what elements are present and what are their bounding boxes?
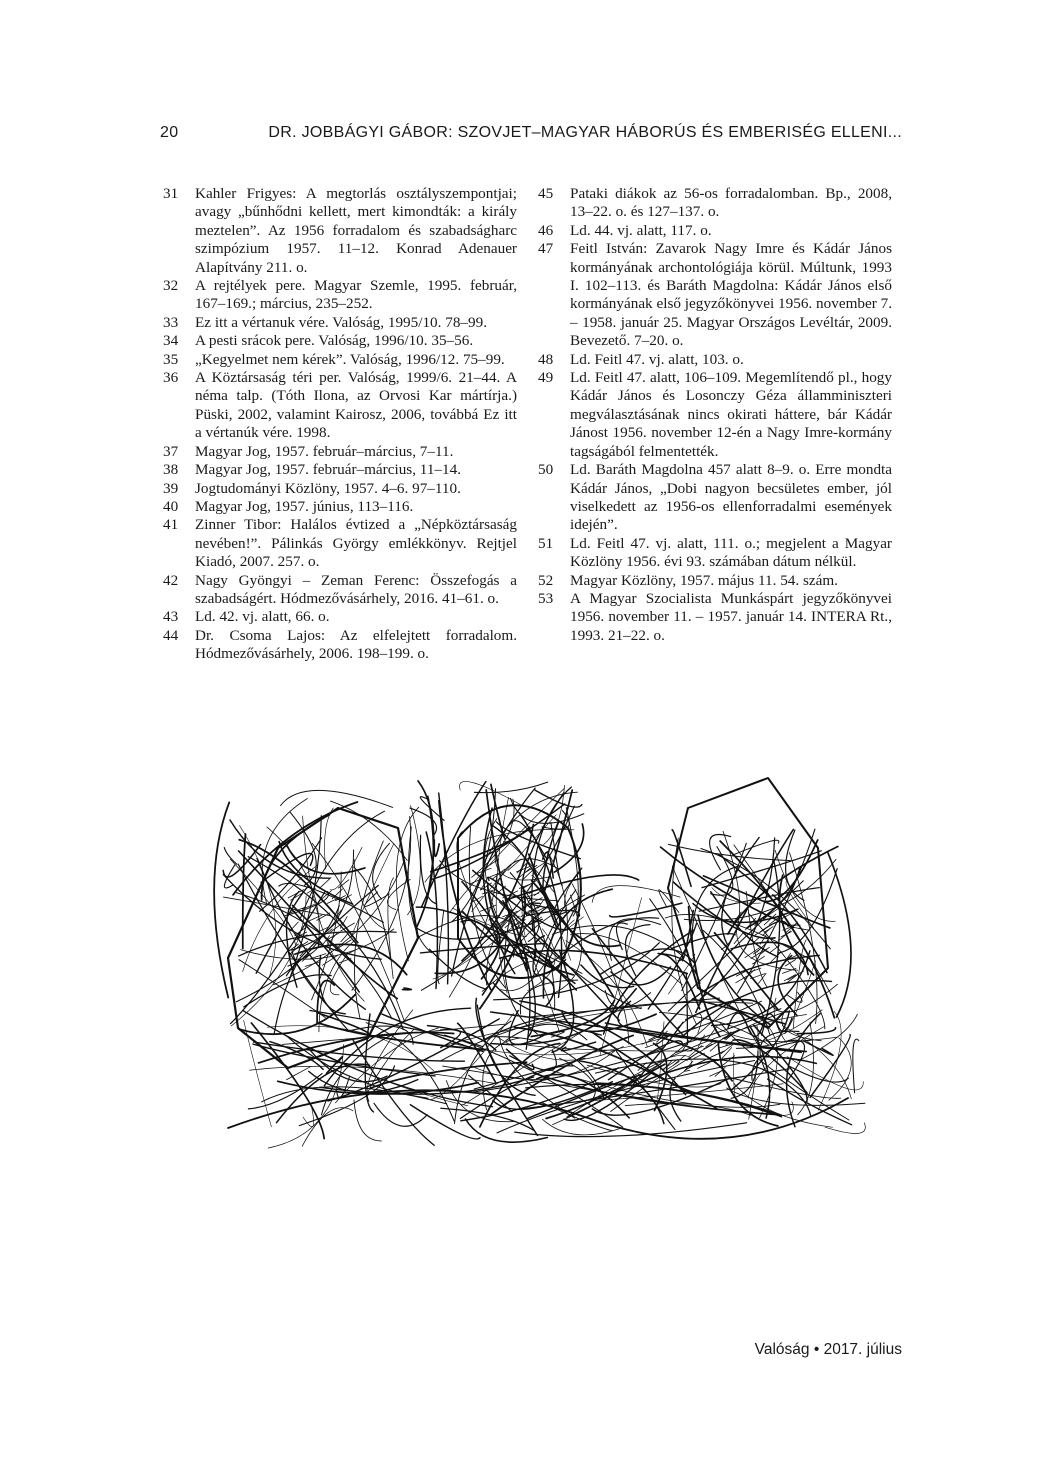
endnote-number: 34 (163, 332, 179, 350)
endnote-text: Magyar Közlöny, 1957. május 11. 54. szám. (570, 571, 838, 589)
endnote-text: Jogtudományi Közlöny, 1957. 4–6. 97–110. (195, 479, 461, 497)
endnote (163, 443, 517, 461)
endnote-text: A Köztársaság téri per. Valóság, 1999/6. 21–44. A néma talp. (Tóth Ilona, az Orvosi Kar mártírja.) Püski, 2002, valamint Kairosz, 2006, továbbá Ez itt a vértanúk vére. 1998. (195, 369, 517, 442)
page-header (160, 124, 902, 148)
endnote-number: 45 (538, 185, 554, 202)
endnote-text: Ez itt a vértanuk vére. Valóság, 1995/10. 78–99. (195, 313, 488, 331)
endnote-text: Ld. Feitl 47. alatt, 106–109. Megemlítendő pl., hogy Kádár János és Losonczy Géza államminiszteri megválasztásának nincs okirati háttere, bár Kádár Jánost 1956. november 12-én a Nagy Imre-kormány tagságából felmentették. (570, 369, 892, 460)
endnote-number: 44 (163, 626, 179, 644)
endnote-number: 51 (538, 534, 554, 552)
endnote (538, 222, 892, 240)
endnote (163, 351, 517, 369)
page-number: 20 (160, 124, 179, 141)
endnote (538, 461, 892, 535)
endnotes-left-column (163, 185, 517, 664)
endnote-number: 31 (163, 185, 179, 202)
endnote (538, 240, 892, 350)
endnote (538, 185, 892, 222)
endnote-text: A pesti srácok pere. Valóság, 1996/10. 35–56. (195, 332, 474, 350)
endnote-number: 40 (163, 497, 179, 515)
endnote (163, 461, 517, 479)
endnote (538, 535, 892, 572)
ink-drawing-of-faces-icon (168, 738, 902, 1238)
endnote (163, 627, 517, 664)
endnote-number: 38 (163, 461, 179, 479)
running-title: DR. JOBBÁGYI GÁBOR: SZOVJET–MAGYAR HÁBORÚS ÉS EMBERISÉG ELLENI... (268, 124, 902, 141)
endnote-number: 46 (538, 221, 554, 239)
endnote-text: Magyar Jog, 1957. június, 113–116. (195, 497, 414, 515)
endnote (163, 332, 517, 350)
endnote-text: Nagy Gyöngyi – Zeman Ferenc: Összefogás a szabadságért. Hódmezővásárhely, 2016. 41–61. o. (195, 571, 517, 607)
endnote (163, 185, 517, 277)
endnotes-right-column (538, 185, 892, 645)
endnote-text: Ld. 44. vj. alatt, 117. o. (570, 221, 712, 239)
endnote-number: 52 (538, 571, 554, 589)
endnote (538, 351, 892, 369)
endnote (163, 277, 517, 314)
endnote-text: A Magyar Szocialista Munkáspárt jegyzőkönyvei 1956. november 11. – 1957. január 14. INTERA Rt., 1993. 21–22. o. (570, 589, 892, 644)
endnote-number: 42 (163, 571, 179, 589)
endnote-number: 48 (538, 350, 554, 368)
endnote-number: 37 (163, 442, 179, 460)
endnote-number: 33 (163, 313, 179, 331)
endnote-number: 36 (163, 369, 179, 387)
endnote-text: „Kegyelmet nem kérek”. Valóság, 1996/12. 75–99. (195, 350, 505, 368)
endnote-text: Ld. 42. vj. alatt, 66. o. (195, 608, 330, 626)
endnote-text: A rejtélyek pere. Magyar Szemle, 1995. február, 167–169.; március, 235–252. (195, 277, 517, 313)
endnote-text: Magyar Jog, 1957. február–március, 11–14. (195, 461, 461, 479)
endnote-text: Magyar Jog, 1957. február–március, 7–11. (195, 442, 454, 460)
endnote (163, 498, 517, 516)
endnote-text: Ld. Feitl 47. vj. alatt, 103. o. (570, 350, 744, 368)
endnote-text: Ld. Baráth Magdolna 457 alatt 8–9. o. Erre mondta Kádár János, „Dobi nagyon becsületes ember, jól viselkedett az 1956-os ellenforradalmi események idején”. (570, 461, 892, 534)
endnote-text: Kahler Frigyes: A megtorlás osztályszempontjai; avagy „bűnhődni kellett, mert kimondták: a király meztelen”. Az 1956 forradalom és szabadságharc szimpózium 1957. 11–12. Konrad Adenauer Alapítvány 211. o. (195, 185, 517, 276)
endnote-number: 32 (163, 277, 179, 295)
endnote-number: 41 (163, 516, 179, 534)
endnote-text: Zinner Tibor: Halálos évtized a „Népköztársaság nevében!”. Pálinkás György emlékkönyv. Rejtjel Kiadó, 2007. 257. o. (195, 516, 517, 571)
endnote-text: Ld. Feitl 47. vj. alatt, 111. o.; megjelent a Magyar Közlöny 1956. évi 93. számában dátum nélkül. (570, 534, 892, 571)
endnote (538, 590, 892, 645)
endnote-number: 49 (538, 369, 554, 387)
endnote (538, 572, 892, 590)
ink-drawing-illustration (168, 738, 902, 1238)
endnote (163, 314, 517, 332)
endnote-text: Pataki diákok az 56-os forradalomban. Bp., 2008, 13–22. o. és 127–137. o. (570, 185, 892, 221)
endnote-number: 50 (538, 461, 554, 479)
endnote (163, 608, 517, 626)
endnote (163, 369, 517, 443)
endnote-number: 39 (163, 479, 179, 497)
endnote-number: 53 (538, 589, 554, 607)
endnote-number: 35 (163, 350, 179, 368)
endnote (538, 369, 892, 461)
endnote (163, 516, 517, 571)
endnote-text: Dr. Csoma Lajos: Az elfelejtett forradalom. Hódmezővásárhely, 2006. 198–199. o. (195, 626, 517, 663)
page-footer: Valóság • 2017. július (754, 1341, 902, 1358)
endnote-number: 47 (538, 240, 554, 258)
endnote (163, 480, 517, 498)
endnote (163, 572, 517, 609)
endnote-number: 43 (163, 608, 179, 626)
endnote-text: Feitl István: Zavarok Nagy Imre és Kádár János kormányának archontológiája körül. Múltunk, 1993 I. 102–113. és Baráth Magdolna: Kádár János első kormányának első jegyzőkönyvei 1956. november 7. – 1958. január 25. Magyar Országos Levéltár, 2009. Bevezető. 7–20. o. (570, 240, 892, 350)
